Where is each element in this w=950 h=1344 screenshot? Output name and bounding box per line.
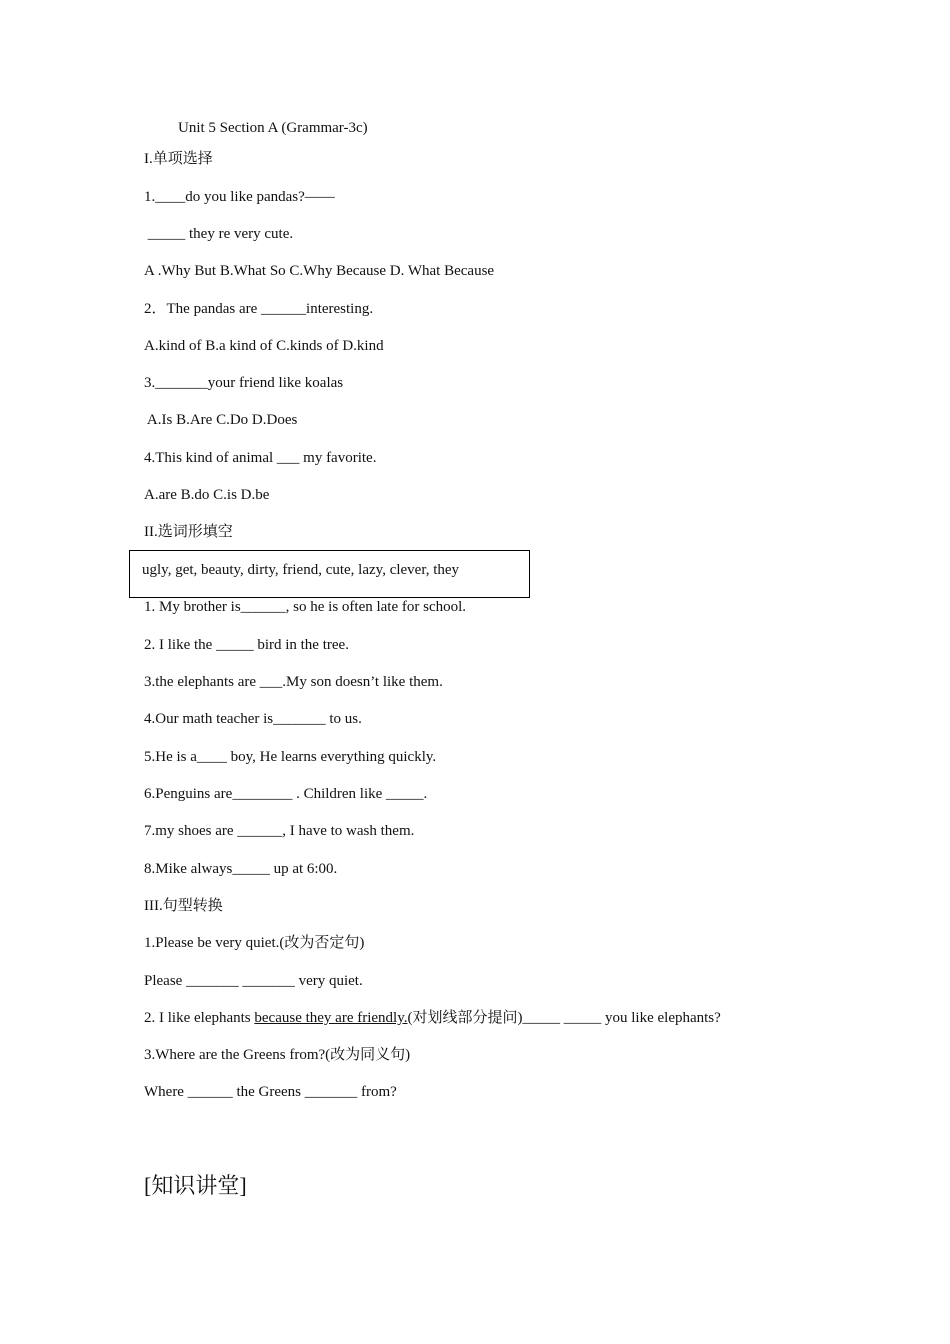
fill-item-8: 8.Mike always_____ up at 6:00. (144, 861, 338, 877)
fill-item-1: 1. My brother is______, so he is often late for school. (144, 599, 467, 615)
question-1-options: A .Why But B.What So C.Why Because D. What Because (144, 263, 495, 279)
section3-heading: III.句型转换 (144, 898, 223, 914)
transform-1: 1.Please be very quiet.(改为否定句) (144, 935, 365, 951)
fill-item-5: 5.He is a____ boy, He learns everything quickly. (144, 749, 437, 765)
transform-3: 3.Where are the Greens from?(改为同义句) (144, 1047, 411, 1063)
question-3-options: A.Is B.Are C.Do D.Does (144, 412, 298, 428)
question-4-options: A.are B.do C.is D.be (144, 487, 270, 503)
question-2-options: A.kind of B.a kind of C.kinds of D.kind (144, 338, 384, 354)
page-title: Unit 5 Section A (Grammar-3c) (178, 120, 368, 136)
fill-item-4: 4.Our math teacher is_______ to us. (144, 711, 362, 727)
word-box-text: ugly, get, beauty, dirty, friend, cute, lazy, clever, they (142, 562, 460, 578)
transform-3-answer: Where ______ the Greens _______ from? (144, 1084, 397, 1100)
transform-2-suffix: (对划线部分提问)_____ _____ you like elephants? (407, 1010, 721, 1026)
fill-item-2: 2. I like the _____ bird in the tree. (144, 637, 349, 653)
transform-2 (144, 1008, 721, 1028)
section2-heading: II.选词形填空 (144, 524, 233, 540)
word-box (129, 550, 530, 598)
question-1: 1.____do you like pandas?—— (144, 189, 335, 205)
fill-item-7: 7.my shoes are ______, I have to wash them. (144, 823, 415, 839)
question-4: 4.This kind of animal ___ my favorite. (144, 450, 377, 466)
knowledge-heading: [知识讲堂] (144, 1173, 247, 1198)
transform-1-answer: Please _______ _______ very quiet. (144, 973, 363, 989)
question-1-continued: _____ they re very cute. (144, 226, 294, 242)
question-2: 2．The pandas are ______interesting. (144, 301, 374, 317)
section1-heading: I.单项选择 (144, 151, 213, 167)
transform-2-underlined: because they are friendly. (254, 1010, 408, 1026)
fill-item-6: 6.Penguins are________ . Children like _____. (144, 786, 428, 802)
question-3: 3._______your friend like koalas (144, 375, 344, 391)
fill-item-3: 3.the elephants are ___.My son doesn’t like them. (144, 674, 443, 690)
transform-2-prefix: 2. I like elephants (144, 1010, 255, 1026)
